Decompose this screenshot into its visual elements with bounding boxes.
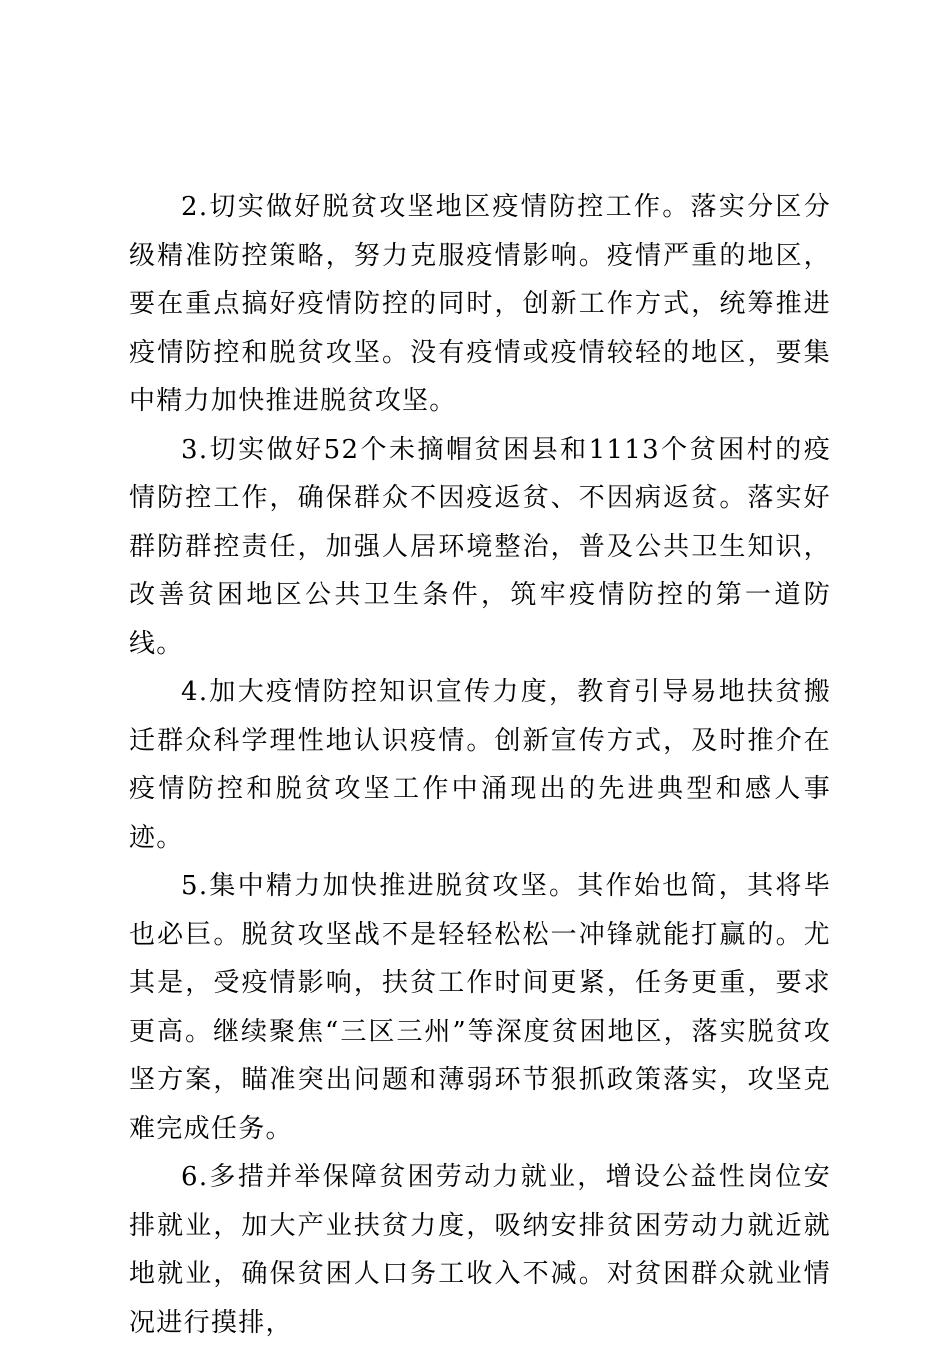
paragraph-6: 6.多措并举保障贫困劳动力就业，增设公益性岗位安排就业，加大产业扶贫力度，吸纳安排贫困劳动力就近就地就业，确保贫困人口务工收入不减。对贫困群众就业情况进行摸排， <box>129 1162 831 1338</box>
paragraph-2: 2.切实做好脱贫攻坚地区疫情防控工作。落实分区分级精准防控策略，努力克服疫情影响。疫情严重的地区，要在重点搞好疫情防控的同时，创新工作方式，统筹推进疫情防控和脱贫攻坚。没有疫情或疫情较轻的地区，要集中精力加快推进脱贫攻坚。 <box>129 192 831 416</box>
document-body <box>129 183 831 1347</box>
paragraph-4: 4.加大疫情防控知识宣传力度，教育引导易地扶贫搬迁群众科学理性地认识疫情。创新宣传方式，及时推介在疫情防控和脱贫攻坚工作中涌现出的先进典型和感人事迹。 <box>129 677 831 853</box>
paragraph-3: 3.切实做好52个未摘帽贫困县和1113个贫困村的疫情防控工作，确保群众不因疫返贫、不因病返贫。落实好群防群控责任，加强人居环境整治，普及公共卫生知识，改善贫困地区公共卫生条件，筑牢疫情防控的第一道防线。 <box>129 434 831 659</box>
paragraph-5: 5.集中精力加快推进脱贫攻坚。其作始也简，其将毕也必巨。脱贫攻坚战不是轻轻松松一冲锋就能打赢的。尤其是，受疫情影响，扶贫工作时间更紧，任务更重，要求更高。继续聚焦“三区三州”等深度贫困地区，落实脱贫攻坚方案，瞄准突出问题和薄弱环节狠抓政策落实，攻坚克难完成任务。 <box>129 871 831 1144</box>
